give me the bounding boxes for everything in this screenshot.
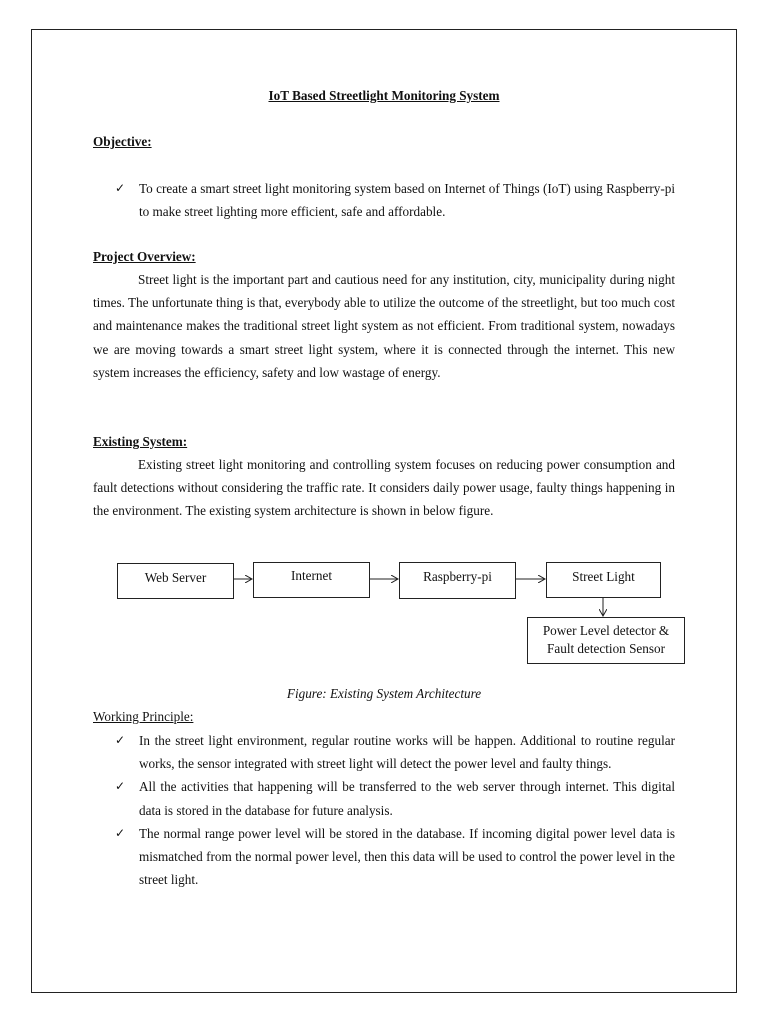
objective-heading: Objective: — [93, 134, 152, 149]
web-server-label: Web Server — [144, 570, 207, 585]
street-light-box — [546, 562, 661, 598]
working-heading: Working Principle: — [93, 709, 194, 724]
existing-paragraph: Existing street light monitoring and controlling system focuses on reducing power consumption and fault detections without considering the traffic rate. It considers daily power usage, faulty things happening in the environment. The existing system architecture is shown in below figure. — [93, 457, 675, 519]
sensor-box — [527, 617, 685, 664]
working-item-text: In the street light environment, regular routine works will be happen. Additional to routine regular works, the sensor integrated with street light will detect the power level and faulty things. — [139, 733, 675, 772]
internet-box — [253, 562, 370, 598]
working-item-text: The normal range power level will be stored in the database. If incoming digital power level data is mismatched from the normal power level, then this data will be used to control the power level in the street light. — [139, 825, 675, 888]
overview-heading: Project Overview: — [93, 249, 196, 264]
sensor-label-line1: Power Level detector & — [542, 623, 670, 638]
checkmark-icon: ✓ — [115, 181, 126, 195]
working-list — [93, 729, 675, 891]
checkmark-icon: ✓ — [115, 733, 126, 747]
existing-heading: Existing System: — [93, 434, 188, 449]
working-item — [93, 729, 675, 775]
raspberry-pi-box — [399, 562, 516, 599]
checkmark-icon: ✓ — [115, 825, 126, 840]
web-server-box — [117, 563, 234, 599]
objective-list — [93, 177, 675, 223]
working-item-text: All the activities that happening will be transferred to the web server through internet. This digital data is stored in the database for future analysis. — [139, 779, 675, 818]
figure-caption: Figure: Existing System Architecture — [286, 686, 482, 701]
raspberry-pi-label: Raspberry-pi — [423, 569, 492, 584]
objective-item-text: To create a smart street light monitoring system based on Internet of Things (IoT) using Raspberry-pi to make street lighting more efficient, safe and affordable. — [139, 181, 675, 220]
working-item — [93, 775, 675, 821]
checkmark-icon: ✓ — [115, 779, 126, 794]
internet-label: Internet — [290, 568, 332, 583]
overview-paragraph: Street light is the important part and cautious need for any institution, city, municipality during night times. The unfortunate thing is that, everybody able to utilize the outcome of the streetlight, but too much cost and maintenance makes the traditional street light system as not efficient. From traditional system, nowadays we are moving towards a smart street light system, where it is connected through the internet. This new system increases the efficiency, safety and low wastage of energy. — [93, 272, 675, 380]
sensor-label-line2: Fault detection Sensor — [547, 641, 665, 656]
street-light-label: Street Light — [572, 569, 635, 584]
working-item — [93, 822, 675, 892]
objective-item — [93, 177, 675, 223]
document-title: IoT Based Streetlight Monitoring System — [268, 88, 500, 103]
